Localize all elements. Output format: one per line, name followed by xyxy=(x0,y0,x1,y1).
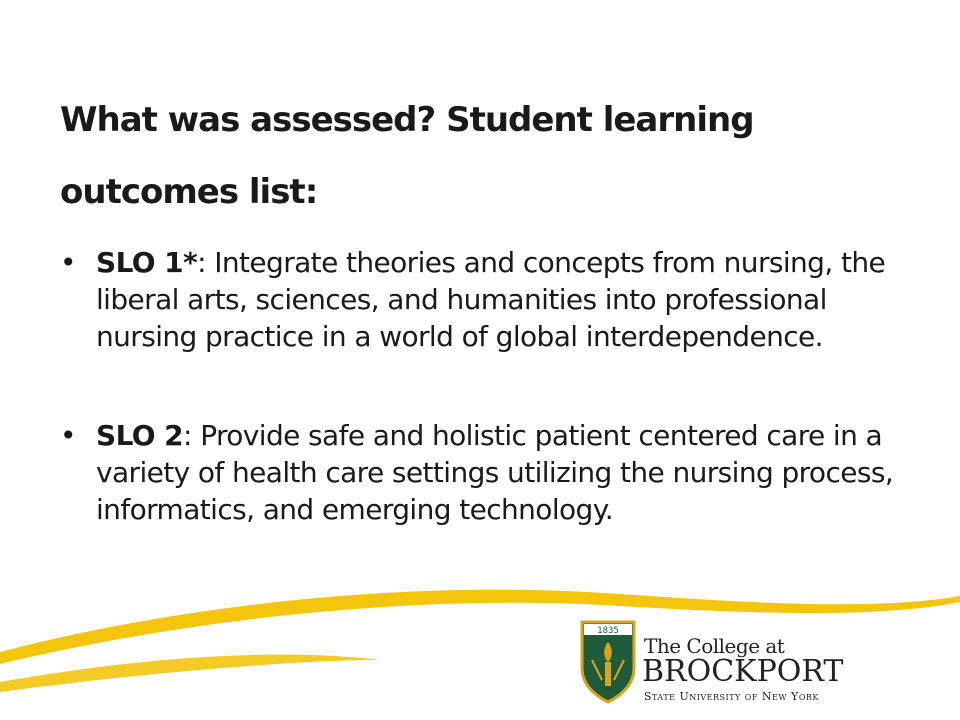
logo-line1: The College at xyxy=(644,634,785,658)
slide-title: What was assessed? Student learning outcomes list: xyxy=(60,100,754,212)
slo-text: Provide safe and holistic patient centered care in a variety of health care settings utilizing the nursing process, informatics, and emerging technology. xyxy=(96,419,894,526)
slo-id: SLO 2 xyxy=(96,419,184,452)
bullet-icon: • xyxy=(60,419,76,452)
list-item xyxy=(60,244,900,355)
logo-line2: BROCKPORT xyxy=(642,654,844,689)
slo-separator: : xyxy=(197,246,215,279)
slo-separator: : xyxy=(183,419,201,452)
bullet-icon: • xyxy=(60,246,76,279)
college-logo xyxy=(580,620,844,710)
shield-icon xyxy=(580,620,636,704)
slo-list xyxy=(60,244,900,528)
shield-year: 1835 xyxy=(597,626,619,636)
logo-line3: State University of New York xyxy=(644,690,819,703)
slo-text: Integrate theories and concepts from nursing, the liberal arts, sciences, and humanities into professional nursing practice in a world of global interdependence. xyxy=(96,246,886,353)
slo-id: SLO 1* xyxy=(96,246,198,279)
list-item xyxy=(60,417,900,528)
